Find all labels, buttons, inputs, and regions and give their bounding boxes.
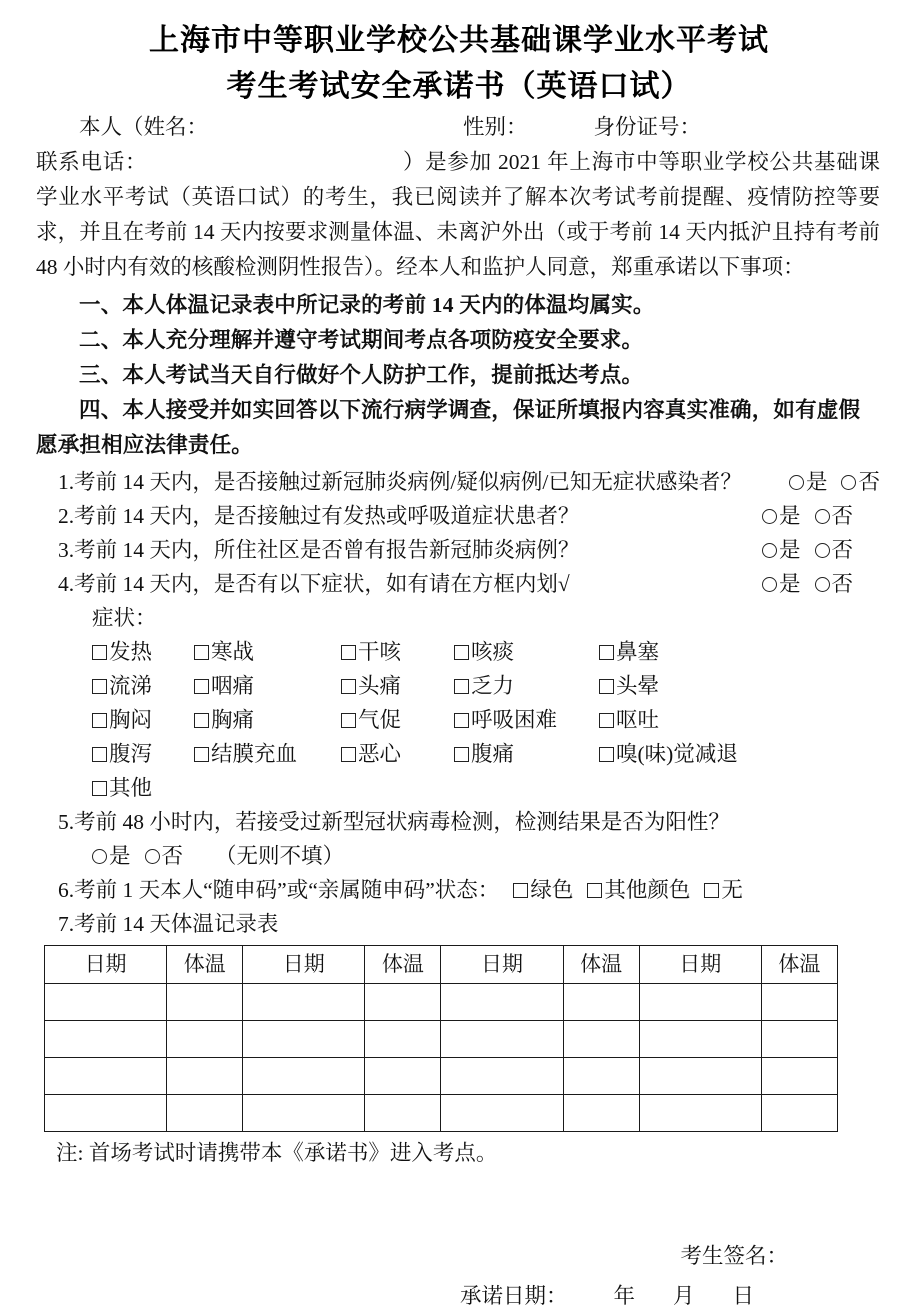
commitment-item-3: 三、本人考试当天自行做好个人防护工作，提前抵达考点。 xyxy=(79,363,644,387)
symptom-label: 鼻塞 xyxy=(616,640,660,664)
question-3-yes-label: 是 xyxy=(779,538,801,562)
symptom-option-diarrhea[interactable] xyxy=(92,737,194,771)
phone-label: 联系电话： xyxy=(36,150,148,174)
symptom-option-headache[interactable] xyxy=(341,669,454,703)
question-5-text: 考前 48 小时内，若接受过新型冠状病毒检测，检测结果是否为阳性？ xyxy=(74,810,730,834)
table-cell[interactable] xyxy=(365,1021,441,1058)
symptom-label: 咽痛 xyxy=(211,674,255,698)
checkbox-unchecked-icon[interactable] xyxy=(599,679,614,694)
checkbox-unchecked-icon[interactable] xyxy=(194,747,209,762)
symptom-label: 呕吐 xyxy=(616,708,660,732)
symptom-option-nasal-congestion[interactable] xyxy=(599,635,659,669)
question-5-number: 5. xyxy=(58,810,75,834)
radio-unselected-icon[interactable] xyxy=(145,849,160,864)
checkbox-unchecked-icon[interactable] xyxy=(454,713,469,728)
table-header-cell: 体温 xyxy=(365,946,441,984)
question-row-5 xyxy=(36,805,880,839)
symptom-option-dry-cough[interactable] xyxy=(341,635,454,669)
symptom-label: 胸痛 xyxy=(211,708,255,732)
table-cell[interactable] xyxy=(45,1095,167,1132)
checkbox-unchecked-icon[interactable] xyxy=(194,713,209,728)
symptom-option-chest-tightness[interactable] xyxy=(92,703,194,737)
table-header-cell: 体温 xyxy=(563,946,639,984)
question-1-text: 考前 14 天内，是否接触过新冠肺炎病例/疑似病例/已知无症状感染者？ xyxy=(74,470,742,494)
symptom-label: 气促 xyxy=(358,708,402,732)
symptom-option-sputum[interactable] xyxy=(454,635,599,669)
table-cell[interactable] xyxy=(167,1021,243,1058)
table-cell[interactable] xyxy=(167,1095,243,1132)
table-cell[interactable] xyxy=(45,1021,167,1058)
checkbox-unchecked-icon[interactable] xyxy=(454,679,469,694)
epidemiology-question-list xyxy=(36,465,880,601)
table-cell[interactable] xyxy=(639,984,761,1021)
checkbox-unchecked-icon[interactable] xyxy=(341,645,356,660)
question-3-number: 3. xyxy=(58,538,75,562)
symptom-label: 寒战 xyxy=(211,640,255,664)
symptoms-grid xyxy=(36,635,880,805)
table-cell[interactable] xyxy=(563,1095,639,1132)
checkbox-unchecked-icon[interactable] xyxy=(194,679,209,694)
symptom-label: 腹痛 xyxy=(471,742,515,766)
temperature-record-table xyxy=(44,945,838,1132)
footer-note: 注: 首场考试时请携带本《承诺书》进入考点。 xyxy=(56,1141,498,1165)
question-4-text: 考前 14 天内，是否有以下症状，如有请在方框内划√ xyxy=(74,572,570,596)
symptom-label: 胸闷 xyxy=(109,708,153,732)
symptom-label: 咳痰 xyxy=(471,640,515,664)
question-5-yes-option[interactable] xyxy=(92,844,131,868)
question-4-no-option[interactable] xyxy=(815,572,854,596)
checkbox-unchecked-icon[interactable] xyxy=(92,713,107,728)
checkbox-unchecked-icon[interactable] xyxy=(454,645,469,660)
checkbox-unchecked-icon[interactable] xyxy=(704,883,719,898)
table-cell[interactable] xyxy=(639,1058,761,1095)
question-2-yes-option[interactable] xyxy=(762,504,801,528)
suishenma-option-green[interactable] xyxy=(513,878,573,902)
radio-unselected-icon[interactable] xyxy=(92,849,107,864)
symptom-option-sore-throat[interactable] xyxy=(194,669,341,703)
symptom-label: 恶心 xyxy=(358,742,402,766)
title-line-2: 考生考试安全承诺书（英语口试） xyxy=(226,70,692,103)
suishenma-option-none[interactable] xyxy=(704,878,743,902)
table-header-cell: 体温 xyxy=(167,946,243,984)
question-row-6 xyxy=(36,873,880,907)
table-cell[interactable] xyxy=(563,1021,639,1058)
question-2-text: 考前 14 天内，是否接触过有发热或呼吸道症状患者？ xyxy=(74,504,580,528)
question-3-no-option[interactable] xyxy=(815,538,854,562)
question-4-answers xyxy=(762,567,880,601)
checkbox-unchecked-icon[interactable] xyxy=(341,679,356,694)
title-line-1: 上海市中等职业学校公共基础课学业水平考试 xyxy=(149,24,769,57)
question-1-yes-label: 是 xyxy=(805,470,828,494)
suishenma-option-other-color[interactable] xyxy=(587,878,690,902)
question-3-text: 考前 14 天内，所住社区是否曾有报告新冠肺炎病例？ xyxy=(74,538,580,562)
commitment-date-label: 承诺日期： xyxy=(459,1284,568,1308)
radio-unselected-icon[interactable] xyxy=(762,509,777,524)
table-row xyxy=(45,1021,838,1058)
table-header-cell: 日期 xyxy=(243,946,365,984)
question-row-3 xyxy=(36,533,880,567)
symptom-option-abdominal-pain[interactable] xyxy=(454,737,599,771)
table-cell[interactable] xyxy=(563,1058,639,1095)
table-row xyxy=(45,1095,838,1132)
question-3-answers xyxy=(762,533,880,567)
symptom-row xyxy=(92,669,880,703)
question-2-yes-label: 是 xyxy=(779,504,801,528)
symptom-label: 腹泻 xyxy=(109,742,153,766)
question-6-text: 考前 1 天本人“随申码”或“亲属随申码”状态： xyxy=(74,878,500,902)
suishenma-label: 其他颜色 xyxy=(604,878,691,902)
symptom-label: 呼吸困难 xyxy=(471,708,558,732)
checkbox-unchecked-icon[interactable] xyxy=(92,645,107,660)
table-cell[interactable] xyxy=(365,1095,441,1132)
radio-unselected-icon[interactable] xyxy=(789,475,804,490)
question-4-yes-option[interactable] xyxy=(762,572,801,596)
checkbox-unchecked-icon[interactable] xyxy=(513,883,528,898)
table-row xyxy=(45,1058,838,1095)
question-2-no-option[interactable] xyxy=(815,504,854,528)
question-row-7 xyxy=(36,907,880,941)
symptom-option-chest-pain[interactable] xyxy=(194,703,341,737)
radio-unselected-icon[interactable] xyxy=(762,577,777,592)
table-cell[interactable] xyxy=(639,1095,761,1132)
symptom-option-other[interactable] xyxy=(92,771,194,805)
commitment-item-2: 二、本人充分理解并遵守考试期间考点各项防疫安全要求。 xyxy=(79,328,644,352)
symptom-option-chills[interactable] xyxy=(194,635,341,669)
table-cell[interactable] xyxy=(243,1095,365,1132)
symptom-label: 头痛 xyxy=(358,674,402,698)
question-1-no-label: 否 xyxy=(858,470,880,494)
question-3-no-label: 否 xyxy=(831,538,854,562)
table-cell[interactable] xyxy=(761,1021,837,1058)
question-1-number: 1. xyxy=(58,470,75,494)
question-3-yes-option[interactable] xyxy=(762,538,801,562)
commitment-item-1: 一、本人体温记录表中所记录的考前 14 天内的体温均属实。 xyxy=(79,293,655,317)
table-cell[interactable] xyxy=(243,984,365,1021)
question-4-number: 4. xyxy=(58,572,75,596)
symptom-label: 头晕 xyxy=(616,674,660,698)
question-5-answers xyxy=(36,839,880,873)
commitment-date-line xyxy=(36,1276,788,1316)
intro-text: ）是参加 2021 年上海市中等职业学校公共基础课学业水平考试（英语口试）的考生，我已阅读并了解本次考试考前提醒、疫情防控等要求，并且在考前 14 天内按要求测量体温、未离沪外出（或于考前 14 天内抵沪且持有考前 48 小时内有效的核酸检测阴性报告）。经本人和监护人同意，郑重承诺以下事项： xyxy=(36,150,880,279)
symptom-label: 发热 xyxy=(109,640,153,664)
question-5-no-label: 否 xyxy=(161,844,184,868)
symptom-label: 流涕 xyxy=(109,674,153,698)
day-unit-label: 日 xyxy=(732,1284,754,1308)
symptom-label: 结膜充血 xyxy=(211,742,298,766)
question-row-2 xyxy=(36,499,880,533)
year-unit-label: 年 xyxy=(613,1284,635,1308)
radio-unselected-icon[interactable] xyxy=(815,509,830,524)
symptom-row xyxy=(92,703,880,737)
question-2-answers xyxy=(762,499,880,533)
symptom-option-dizziness[interactable] xyxy=(599,669,659,703)
question-5-no-option[interactable] xyxy=(145,844,184,868)
symptom-option-runny-nose[interactable] xyxy=(92,669,194,703)
symptom-option-breathing-difficulty[interactable] xyxy=(454,703,599,737)
commitment-item-4: 四、本人接受并如实回答以下流行病学调查，保证所填报内容真实准确，如有虚假愿承担相应法律责任。 xyxy=(36,398,861,457)
question-2-no-label: 否 xyxy=(831,504,854,528)
symptom-option-shortness-of-breath[interactable] xyxy=(341,703,454,737)
checkbox-unchecked-icon[interactable] xyxy=(599,645,614,660)
table-cell[interactable] xyxy=(563,984,639,1021)
question-1-no-option[interactable] xyxy=(841,470,880,494)
symptom-option-nausea[interactable] xyxy=(341,737,454,771)
question-2-number: 2. xyxy=(58,504,75,528)
document-body xyxy=(36,110,880,1316)
table-cell[interactable] xyxy=(243,1058,365,1095)
question-6-number: 6. xyxy=(58,878,75,902)
checkbox-unchecked-icon[interactable] xyxy=(92,781,107,796)
table-header-cell: 日期 xyxy=(45,946,167,984)
checkbox-unchecked-icon[interactable] xyxy=(92,679,107,694)
table-cell[interactable] xyxy=(441,1058,563,1095)
table-cell[interactable] xyxy=(441,984,563,1021)
commitment-list xyxy=(36,288,880,463)
table-cell[interactable] xyxy=(761,984,837,1021)
table-cell[interactable] xyxy=(45,1058,167,1095)
suishenma-label: 绿色 xyxy=(530,878,574,902)
table-cell[interactable] xyxy=(243,1021,365,1058)
table-header-cell: 体温 xyxy=(761,946,837,984)
radio-unselected-icon[interactable] xyxy=(762,543,777,558)
checkbox-unchecked-icon[interactable] xyxy=(454,747,469,762)
gender-label: 性别： xyxy=(463,115,528,139)
symptom-row xyxy=(92,737,880,771)
month-unit-label: 月 xyxy=(672,1284,695,1308)
symptom-option-conjunctival-congestion[interactable] xyxy=(194,737,341,771)
table-header-cell: 日期 xyxy=(639,946,761,984)
radio-unselected-icon[interactable] xyxy=(815,543,830,558)
question-1-answers xyxy=(789,465,880,499)
table-cell[interactable] xyxy=(761,1095,837,1132)
symptom-option-fatigue[interactable] xyxy=(454,669,599,703)
symptom-row xyxy=(92,771,880,805)
document-title xyxy=(0,0,918,110)
symptom-label: 嗅(味)觉减退 xyxy=(616,742,738,766)
question-5-note: （无则不填） xyxy=(215,844,345,868)
question-row-4 xyxy=(36,567,880,601)
intro-paragraph xyxy=(36,145,880,285)
symptom-option-fever[interactable] xyxy=(92,635,194,669)
radio-unselected-icon[interactable] xyxy=(815,577,830,592)
table-cell[interactable] xyxy=(639,1021,761,1058)
radio-unselected-icon[interactable] xyxy=(841,475,856,490)
temperature-table-wrapper xyxy=(36,941,880,1132)
table-header-cell: 日期 xyxy=(441,946,563,984)
checkbox-unchecked-icon[interactable] xyxy=(599,713,614,728)
question-row-1 xyxy=(36,465,880,499)
question-4-yes-label: 是 xyxy=(779,572,801,596)
table-cell[interactable] xyxy=(365,1058,441,1095)
table-cell[interactable] xyxy=(167,1058,243,1095)
symptom-label: 乏力 xyxy=(471,674,515,698)
symptom-option-smell-taste-loss[interactable] xyxy=(599,737,738,771)
question-4-no-label: 否 xyxy=(831,572,854,596)
symptom-label: 其他 xyxy=(109,776,153,800)
candidate-signature-label: 考生签名： xyxy=(680,1244,788,1268)
question-1-yes-option[interactable] xyxy=(789,470,828,494)
candidate-signature-line xyxy=(36,1236,788,1276)
checkbox-unchecked-icon[interactable] xyxy=(341,747,356,762)
intro-identity-line xyxy=(36,110,880,145)
question-7-text: 考前 14 天体温记录表 xyxy=(74,912,279,936)
table-cell[interactable] xyxy=(441,1095,563,1132)
table-cell[interactable] xyxy=(365,984,441,1021)
checkbox-unchecked-icon[interactable] xyxy=(92,747,107,762)
signature-block xyxy=(36,1236,880,1316)
table-cell[interactable] xyxy=(441,1021,563,1058)
name-label: 本人（姓名： xyxy=(79,115,209,139)
suishenma-label: 无 xyxy=(721,878,743,902)
table-cell[interactable] xyxy=(167,984,243,1021)
table-row xyxy=(45,984,838,1021)
question-5-yes-label: 是 xyxy=(109,844,131,868)
symptom-option-vomiting[interactable] xyxy=(599,703,659,737)
checkbox-unchecked-icon[interactable] xyxy=(341,713,356,728)
table-cell[interactable] xyxy=(761,1058,837,1095)
id-label: 身份证号： xyxy=(593,115,702,139)
symptom-row xyxy=(92,635,880,669)
checkbox-unchecked-icon[interactable] xyxy=(587,883,602,898)
symptom-label: 干咳 xyxy=(358,640,402,664)
checkbox-unchecked-icon[interactable] xyxy=(599,747,614,762)
checkbox-unchecked-icon[interactable] xyxy=(194,645,209,660)
table-header-row xyxy=(45,946,838,984)
symptoms-heading: 症状： xyxy=(92,606,157,630)
table-cell[interactable] xyxy=(45,984,167,1021)
question-7-number: 7. xyxy=(58,912,75,936)
